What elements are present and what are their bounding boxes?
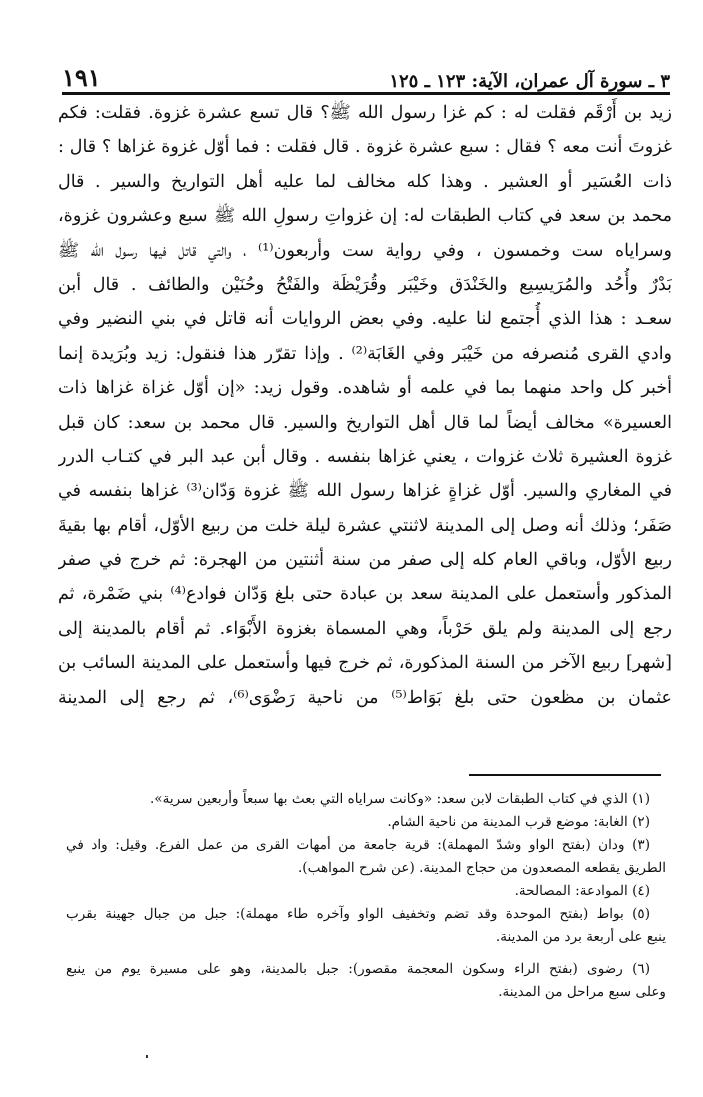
text-line: غزوة العشيرة ثلاث غزوات ، يعني غزاها بنفسه . وقال أبن عبد البر في كتـاب الدرر bbox=[58, 446, 672, 467]
text-line: وادي القرى مُنصرفه من خَيْبَر وفي الغَابَة⁽²⁾ . وإذا تقرّر هذا فنقول: زيد وبُرَيدة إنما bbox=[58, 343, 672, 364]
text-line: سعـد : هذا الذي أُجتمع لنا عليه. وفي بعض الروايات أنه قاتل في بني النضير وفي bbox=[58, 309, 672, 330]
header-rule bbox=[62, 92, 670, 95]
footnote-5-cont: ينبع على أربعة برد من المدينة. bbox=[495, 929, 666, 945]
footnote-4: (٤) الموادعة: المصالحة. bbox=[514, 883, 650, 899]
footnotes bbox=[66, 788, 666, 1004]
footnote-6: (٦) رضوى (بفتح الراء وسكون المعجمة مقصور): جبل بالمدينة، وهو على مسيرة يوم من ينبع bbox=[66, 961, 650, 977]
text-line: محمد بن سعد في كتاب الطبقات له: إن غزواتِ رسولِ الله ﷺ سبع وعشرون غزوة، bbox=[58, 206, 672, 227]
text-line: المذكور وأستعمل على المدينة سعد بن عبادة حتى بلغ وَدّان فوادع⁽⁴⁾ بني ضَمْرة، ثم bbox=[58, 584, 672, 605]
footnote-5: (٥) بواط (بفتح الموحدة وقد تضم وتخفيف الواو وآخره طاء مهملة): جبل من جبال جهينة بقرب bbox=[66, 906, 650, 922]
text-line: زيد بن أَرْقَم فقلت له : كم غزا رسول الله ﷺ؟ قال تسع عشرة غزوة. فقلت: فكم bbox=[58, 103, 672, 123]
footnote-1: (١) الذي في كتاب الطبقات لابن سعد: «وكانت سراياه التي بعث بها سبعاً وأربعين سرية». bbox=[149, 791, 650, 807]
text-line: أخبر كل واحد منهما بما في علمه أو شاهده. وقول زيد: «إن أوّل غزاة غزاها ذات bbox=[58, 378, 672, 399]
text-line: في المغاري والسير. أوّل غزاةٍ غزاها رسول الله ﷺ غزوة وَدّان⁽³⁾ غزاها بنفسه في bbox=[58, 481, 672, 502]
text-line: عثمان بن مظعون حتى بلغ بَوَاط⁽⁵⁾ من ناحية رَضْوَى⁽⁶⁾، ثم رجع إلى المدينة bbox=[58, 687, 672, 708]
text-line: صَفَر؛ وذلك أنه وصل إلى المدينة لاثنتي عشرة ليلة خلت من ربيع الأوّل، أقام بها بقيةَ bbox=[58, 515, 672, 536]
footnote-2: (٢) الغابة: موضع قرب المدينة من ناحية الشام. bbox=[387, 814, 650, 830]
text-line: رجع إلى المدينة ولم يلق حَرْباً، وهي المسماة بغزوة الأَبْوَاء. ثم أقام بالمدينة إلى bbox=[58, 618, 672, 639]
footnote-6-cont: وعلى سبع مراحل من المدينة. bbox=[498, 984, 666, 1000]
text-line: ذات العُسَير أو العشير . وهذا كله مخالف لما عليه أهل التواريخ والسير . قال bbox=[58, 171, 672, 192]
text-line: غزوتَ أنت معه ؟ فقال : سبع عشرة غزوة . قال فقلت : فما أوّل غزوة غزاها ؟ قال : bbox=[58, 137, 672, 158]
text-line: [شهر] ربيع الآخر من السنة المذكورة، ثم خرج فيها وأستعمل على المدينة السائب بن bbox=[58, 653, 672, 674]
text-line: العسيرة» مخالف أيضاً لما قال أهل التواريخ والسير. قال محمد بن سعد: كان قبل bbox=[58, 412, 672, 433]
footnote-3: (٣) ودان (بفتح الواو وشدّ المهملة): قرية جامعة من أمهات القرى من عمل الفرع. وقيل: واد في bbox=[66, 837, 650, 853]
text-line: بَدْرٌ وأُحُد والمُرَيسِيع والخَنْدَق وخَيْبَر وقُرَيْظَة والفَتْحُ وحُنَيْن والطائف . قال أبن bbox=[58, 274, 672, 295]
page-number: ١٩١ bbox=[62, 63, 101, 92]
running-title: ٣ ـ سورة آل عمران، الآية: ١٢٣ ـ ١٢٥ bbox=[389, 71, 670, 92]
text-line: وسراياه ست وخمسون ، وفي رواية ست وأربعون⁽¹⁾ ، والتي قاتل فيها رسول الله ﷺ bbox=[58, 240, 672, 261]
footnote-rule bbox=[469, 774, 661, 776]
print-speck bbox=[146, 1055, 148, 1058]
main-text bbox=[58, 96, 672, 715]
text-line: ربيع الأوّل، وباقي العام كله إلى صفر من سنة أثنتين من الهجرة: ثم خرج في صفر bbox=[58, 550, 672, 571]
footnote-3-cont: الطريق يقطعه المصعدون من حجاج المدينة. (عن شرح المواهب). bbox=[297, 860, 666, 876]
page-header bbox=[62, 58, 670, 92]
